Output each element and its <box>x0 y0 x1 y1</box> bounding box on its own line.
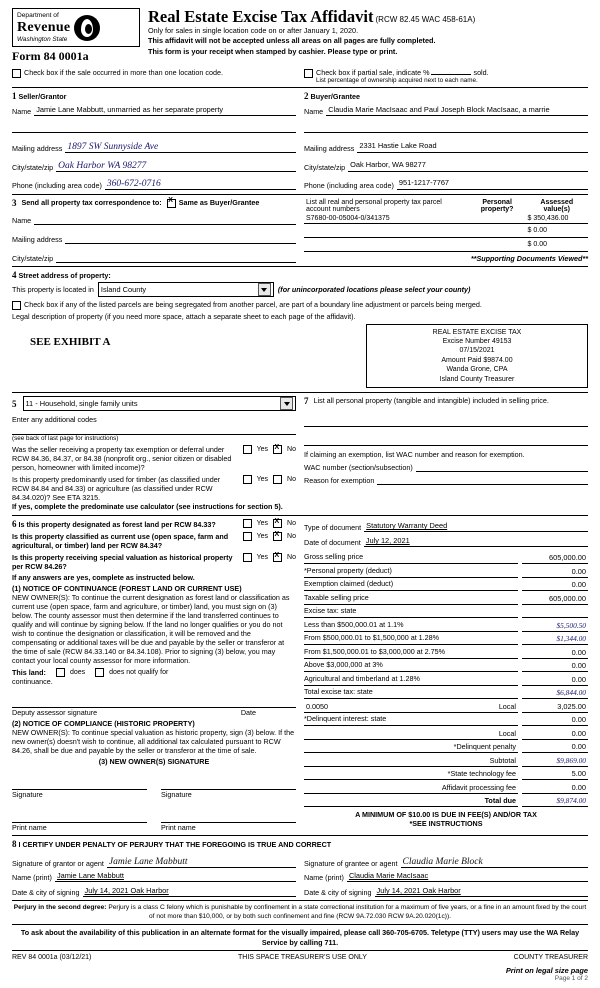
legal-desc-label: Legal description of property (if you need more space, attach a separate sheet to each page of the affidavit). <box>12 311 356 321</box>
exemption-claimed-value[interactable]: 0.00 <box>522 579 588 591</box>
buyer-phone-value: 951-1217-7767 <box>398 178 450 188</box>
segregated-label: Check box if any of the listed parcels are being segregated from another parcel, are part of a boundary line adjustment or parcels being merged. <box>24 300 482 310</box>
personal-property-field-2[interactable] <box>304 433 588 446</box>
table-row <box>304 238 588 252</box>
segregated-checkbox[interactable] <box>12 301 21 310</box>
same-as-buyer-label: Same as Buyer/Grantee <box>178 198 260 208</box>
printname-label-1: Print name <box>12 823 47 833</box>
partial-sale-label: Check box if partial sale, indicate % <box>316 68 430 78</box>
section5-number: 5 <box>12 398 17 409</box>
continuance-heading: (1) NOTICE OF CONTINUANCE (FOREST LAND OR CURRENT USE) <box>12 584 242 594</box>
personal-check-1[interactable] <box>469 224 526 238</box>
header-line-3: This form is your receipt when stamped by cashier. Please type or print. <box>148 46 398 56</box>
wac-label: WAC number (section/subsection) <box>304 463 413 473</box>
personal-property-deduct-label: *Personal property (deduct) <box>304 566 518 578</box>
state-tech-fee-value[interactable]: 5.00 <box>522 768 588 780</box>
partial-sale-tail: sold. <box>473 68 489 78</box>
seller-citystate-field[interactable] <box>56 157 296 172</box>
form-number: Form 84 0001a <box>12 49 89 64</box>
excise-tax-state-value[interactable] <box>522 606 588 618</box>
multiple-location-checkbox-row[interactable] <box>12 68 296 78</box>
parcel-header: List all real and personal property tax parcel account numbers <box>306 199 442 214</box>
delinquent-interest-state-label: *Delinquent interest: state <box>304 714 518 726</box>
perjury-text: Perjury is a class C felony which is punishable by confinement in a state correctional institution for a maximum of five years, or a fine in an amount fixed by the court of not more than $10,000, or by both such confinement and fine (RCW 9A.72.030 RCW 9A.20.020(1c)). <box>108 904 587 920</box>
delinquent-interest-state-value[interactable]: 0.00 <box>522 714 588 726</box>
revenue-label: Revenue <box>17 19 71 35</box>
department-label: Department of <box>17 12 59 19</box>
personal-property-field-1[interactable] <box>304 414 588 427</box>
yes-label-2: Yes <box>256 476 269 484</box>
tier4-value[interactable]: 0.00 <box>522 660 588 672</box>
personal-property-section <box>304 396 588 511</box>
processing-fee-value[interactable]: 0.00 <box>522 782 588 794</box>
local-rate-row <box>304 701 518 713</box>
perjury-note <box>12 904 588 921</box>
new-owner-signature-heading: (3) NEW OWNER(S) SIGNATURE <box>98 757 210 767</box>
yes-label: Yes <box>256 446 269 454</box>
gross-price-value[interactable]: 605,000.00 <box>522 552 588 564</box>
seller-phone-label: Phone (including area code) <box>12 181 102 191</box>
table-row <box>304 224 588 238</box>
use-code-value: 11 - Household, single family units <box>25 399 138 409</box>
section6-number: 6 <box>12 519 17 530</box>
buyer-name-value: Claudia Marie MacIsaac and Paul Joseph Block MacIsaac, a marrie <box>328 105 550 115</box>
excise-tax-state-label: Excise tax: state <box>304 606 518 618</box>
doc-type-label: Type of document <box>304 523 362 533</box>
reason-field[interactable] <box>377 474 588 485</box>
availability-note: To ask about the availability of this publication in an alternate format for the visually impaired, please call 360-705-6705. Teletype (TTY) users may use the WA Relay Service by calling 711. <box>20 928 580 947</box>
county-select[interactable] <box>98 282 274 297</box>
tier3-label: From $1,500,000.01 to $3,000,000 at 2.75% <box>304 647 518 659</box>
q6-2-no-checkbox[interactable] <box>273 532 282 541</box>
new-owner-printname-2[interactable] <box>161 807 296 823</box>
land-does-not-checkbox[interactable] <box>95 668 104 677</box>
seller-mailing-field[interactable] <box>65 138 296 153</box>
tax-calculation-section <box>304 519 588 832</box>
section4-number: 4 <box>12 270 17 281</box>
multiple-location-label: Check box if the sale occurred in more than one location code. <box>24 68 223 78</box>
tier2-label: From $500,000.01 to $1,500,000 at 1.28% <box>304 633 518 645</box>
parcel-value-2[interactable] <box>304 238 469 252</box>
legal-desc-value: SEE EXHIBIT A <box>30 335 111 348</box>
stamp-line-0: REAL ESTATE EXCISE TAX <box>432 328 522 336</box>
grantee-date-value: July 14, 2021 Oak Harbor <box>376 886 461 896</box>
corr-name-label: Name <box>12 216 32 226</box>
agency-logo <box>12 8 140 47</box>
no-label-5: No <box>287 554 296 562</box>
tier4-label: Above $3,000,000 at 3% <box>304 660 518 672</box>
local-rate: 0.0050 <box>306 701 328 711</box>
does-label: does <box>69 669 86 677</box>
grantor-date-value: July 14, 2021 Oak Harbor <box>84 886 169 896</box>
grantor-printname-field[interactable] <box>55 870 296 882</box>
header-line-1: Only for sales in single location code on or after January 1, 2020. <box>148 26 359 36</box>
delinquent-penalty-value[interactable]: 0.00 <box>522 741 588 753</box>
corr-name-field[interactable] <box>34 212 296 225</box>
stamp-line-3: Amount Paid $9874.00 <box>441 356 513 364</box>
new-owner-signature-1[interactable] <box>12 774 147 790</box>
buyer-phone-field[interactable] <box>397 176 588 190</box>
grantee-date-field[interactable] <box>375 884 588 897</box>
grantor-date-label: Date & city of signing <box>12 888 80 898</box>
seller-name-field-2[interactable] <box>12 120 296 133</box>
yes-label-4: Yes <box>256 533 269 541</box>
q6-3-no-checkbox[interactable] <box>273 553 282 562</box>
q6-3-yes-checkbox[interactable] <box>243 553 252 562</box>
partial-sale-note: List percentage of ownership acquired next to each name. <box>316 77 478 85</box>
no-label-4: No <box>287 533 296 541</box>
section8-number: 8 <box>12 839 17 850</box>
q6-1-label: Is this property designated as forest land per RCW 84.33? <box>18 520 216 530</box>
buyer-citystate-field[interactable] <box>348 157 588 172</box>
correspondence-section <box>12 198 296 263</box>
buyer-mailing-label: Mailing address <box>304 144 355 154</box>
q6-2-answer[interactable] <box>243 532 296 541</box>
additional-codes-label: Enter any additional codes <box>12 415 97 425</box>
county-treasurer-label: COUNTY TREASURER <box>513 954 588 961</box>
buyer-name-field[interactable] <box>326 103 588 116</box>
table-row <box>304 214 588 224</box>
grantor-printname-value: Jamie Lane Mabbutt <box>56 871 124 881</box>
grantee-printname-label: Name (print) <box>304 873 344 883</box>
doc-date-value: July 12, 2021 <box>365 536 410 546</box>
page-number: Page 1 of 2 <box>554 975 588 982</box>
section3-title: Send all property tax correspondence to: <box>21 198 162 208</box>
buyer-citystate-value: Oak Harbor, WA 98277 <box>350 160 426 170</box>
grantor-printname-label: Name (print) <box>12 873 52 883</box>
no-label-2: No <box>287 476 296 484</box>
subtotal-label: Subtotal <box>489 755 516 765</box>
gross-price-label: Gross selling price <box>304 552 518 564</box>
deputy-date-label: Date <box>240 708 256 718</box>
buyer-phone-label: Phone (including area code) <box>304 181 394 191</box>
tier2-value[interactable]: $1,344.00 <box>522 633 588 645</box>
corr-citystate-label: City/state/zip <box>12 254 54 264</box>
deputy-assessor-signature-field[interactable] <box>12 692 296 708</box>
seller-name-field[interactable] <box>34 103 296 116</box>
forest-land-section <box>12 519 296 832</box>
delinquent-penalty-label: *Delinquent penalty <box>453 742 516 752</box>
state-label: Washington State <box>17 35 68 43</box>
parcel-table-section <box>304 198 588 263</box>
seller-citystate-value: Oak Harbor WA 98277 <box>58 161 147 172</box>
subtotal-value[interactable]: $9,869.00 <box>522 755 588 767</box>
multiple-location-checkbox[interactable] <box>12 69 21 78</box>
section7-title: List all personal property (tangible and intangible) included in selling price. <box>313 396 549 406</box>
parcel-table <box>304 198 588 252</box>
q6-1-answer[interactable] <box>243 519 296 528</box>
grantee-signature-field[interactable] <box>401 852 588 868</box>
additional-codes-note: (see back of last page for instructions) <box>12 435 119 443</box>
grantee-sig-label: Signature of grantee or agent <box>304 859 398 869</box>
q5-1-no-checkbox[interactable] <box>273 445 282 454</box>
no-label-3: No <box>287 520 296 528</box>
wac-field[interactable] <box>416 461 588 472</box>
assessed-value-2[interactable]: $ 0.00 <box>526 238 588 252</box>
grantor-sig-label: Signature of grantor or agent <box>12 859 104 869</box>
seller-title: Seller/Grantor <box>18 92 67 102</box>
q6-2-label: Is this property classified as current use (open space, farm and agricultural, or timber) land per RCW 84.34? <box>12 532 229 551</box>
partial-sale-checkbox[interactable] <box>304 69 313 78</box>
q5-2-yes-checkbox[interactable] <box>243 475 252 484</box>
land-does-checkbox[interactable] <box>56 668 65 677</box>
chevron-down-icon[interactable] <box>280 397 293 410</box>
property-section <box>12 270 588 388</box>
signature-label-2: Signature <box>161 790 192 800</box>
personal-property-deduct-value[interactable]: 0.00 <box>522 566 588 578</box>
q6-3-answer[interactable] <box>243 553 296 562</box>
doc-date-label: Date of document <box>304 538 361 548</box>
q6-4-note: If any answers are yes, complete as instructed below. <box>12 573 195 583</box>
continuance-paragraph: NEW OWNER(S): To continue the current designation as forest land or classification as current use (open space, farm and agriculture, or timber) land, you must sign on (3) below. The county assessor must then determine if the land transferred continues to qualify and will continue by signing below. If the land no longer qualifies or you do not wish to continue the designation or classification, it will be removed and the compensating or additional taxes will be due and payable by the seller or transferor at the time of sale (RCW 84.33.140 or 84.34.108). Prior to signing (3) below, you may contact your local county assessor for more information. <box>12 593 290 666</box>
q5-1-answer[interactable] <box>243 445 296 454</box>
buyer-name-field-2[interactable] <box>304 120 588 133</box>
exemption-note: If claiming an exemption, list WAC number and reason for exemption. <box>304 450 525 460</box>
yes-label-3: Yes <box>256 520 269 528</box>
print-note: Print on legal size page <box>505 966 588 975</box>
q5-2-answer[interactable] <box>243 475 296 484</box>
grantee-printname-value: Claudia Marie MacIsaac <box>348 871 429 881</box>
doc-date-field[interactable] <box>364 534 588 547</box>
signature-label-1: Signature <box>12 790 43 800</box>
doc-type-field[interactable] <box>364 519 588 532</box>
delinquent-local-value[interactable]: 0.00 <box>522 728 588 740</box>
parcel-value-0[interactable]: S7680-00-05004-0/341375 <box>304 214 469 224</box>
yes-label-5: Yes <box>256 554 269 562</box>
stamp-line-5: Island County Treasurer <box>439 375 515 383</box>
same-as-buyer-checkbox[interactable] <box>167 199 176 208</box>
seller-number: 1 <box>12 91 17 102</box>
grantee-printname-field[interactable] <box>347 870 588 882</box>
county-value: Island County <box>100 285 147 295</box>
buyer-section <box>304 91 588 190</box>
grantee-signature-value: Claudia Marie Block <box>402 857 483 868</box>
supporting-docs-note: **Supporting Documents Viewed** <box>470 254 588 264</box>
use-code-section <box>12 396 296 511</box>
compliance-heading: (2) NOTICE OF COMPLIANCE (HISTORIC PROPERTY) <box>12 719 195 729</box>
assessed-value-1[interactable]: $ 0.00 <box>526 224 588 238</box>
section7-number: 7 <box>304 396 309 407</box>
section4-title: Street address of property: <box>18 271 111 281</box>
use-code-select[interactable] <box>23 396 297 411</box>
certification-section <box>12 839 588 897</box>
seller-mailing-value: 1897 SW Sunnyside Ave <box>67 142 159 153</box>
q5-1-label: Was the seller receiving a property tax exemption or deferral under RCW 84.36, 84.37, or 84.38 (nonprofit org., senior citizen or disabled person, homeowner with limited income)? <box>12 445 232 473</box>
processing-fee-label: Affidavit processing fee <box>441 782 516 792</box>
seller-phone-field[interactable] <box>105 176 296 190</box>
grantee-date-label: Date & city of signing <box>304 888 372 898</box>
partial-sale-checkbox-row[interactable] <box>304 68 588 84</box>
section8-title: I CERTIFY UNDER PENALTY OF PERJURY THAT THE FOREGOING IS TRUE AND CORRECT <box>18 840 332 850</box>
parcel-value-1[interactable] <box>304 224 469 238</box>
seller-mailing-label: Mailing address <box>12 144 63 154</box>
seller-name-label: Name <box>12 107 32 117</box>
corr-mailing-field[interactable] <box>65 231 296 244</box>
corr-mailing-label: Mailing address <box>12 235 63 245</box>
buyer-mailing-value: 2331 Hastie Lake Road <box>359 141 437 151</box>
exemption-claimed-label: Exemption claimed (deduct) <box>304 579 518 591</box>
located-in-label: This property is located in <box>12 285 94 295</box>
reason-label: Reason for exemption <box>304 476 375 486</box>
perjury-bold: Perjury in the second degree: <box>13 904 107 912</box>
buyer-title: Buyer/Grantee <box>310 92 361 102</box>
q6-1-no-checkbox[interactable] <box>273 519 282 528</box>
stamp-line-1: Excise Number 49153 <box>442 337 512 345</box>
rcw-reference: (RCW 82.45 WAC 458-61A) <box>375 15 476 24</box>
local-label: Local <box>498 701 516 711</box>
no-label: No <box>287 446 296 454</box>
see-instructions-note: *SEE INSTRUCTIONS <box>409 819 483 829</box>
continuance-word: continuance. <box>12 677 53 687</box>
personal-check-2[interactable] <box>469 238 526 252</box>
q5-2b-note: If yes, complete the predominate use calculator (see instructions for section 5). <box>12 502 283 512</box>
buyer-mailing-field[interactable] <box>357 138 588 153</box>
tier3-value[interactable]: 0.00 <box>522 647 588 659</box>
tier1-label: Less than $500,000.01 at 1.1% <box>304 620 518 632</box>
revision-number: REV 84 0001a (03/12/21) <box>12 954 92 961</box>
seller-section <box>12 91 296 190</box>
delinquent-local-label: Local <box>498 728 516 738</box>
q6-2-yes-checkbox[interactable] <box>243 532 252 541</box>
total-excise-state-value[interactable]: $6,844.00 <box>522 687 588 699</box>
assessed-value-header: Assessed value(s) <box>540 199 574 214</box>
personal-check-0[interactable] <box>469 214 526 224</box>
additional-codes-field[interactable] <box>12 424 296 435</box>
form-header <box>12 8 588 64</box>
local-value[interactable]: 3,025.00 <box>522 701 588 713</box>
doc-type-value: Statutory Warranty Deed <box>366 521 448 531</box>
grantor-signature-value: Jamie Lane Mabbutt <box>108 857 188 868</box>
header-line-2: This affidavit will not be accepted unless all areas on all pages are fully completed. <box>148 36 436 46</box>
swirl-icon <box>74 15 100 41</box>
does-not-label: does not qualify for <box>109 669 169 677</box>
total-due-label: Total due <box>484 796 516 806</box>
section3-number: 3 <box>12 198 17 209</box>
state-tech-fee-label: *State technology fee <box>447 769 516 779</box>
q5-1-yes-checkbox[interactable] <box>243 445 252 454</box>
q5-2-no-checkbox[interactable] <box>273 475 282 484</box>
q6-3-label: Is this property receiving special valuation as historical property per RCW 84.26? <box>12 553 233 572</box>
grantor-date-field[interactable] <box>83 884 296 897</box>
total-due-value[interactable]: $9,874.00 <box>522 795 588 807</box>
grantor-signature-field[interactable] <box>107 852 296 868</box>
seller-citystate-label: City/state/zip <box>12 163 54 173</box>
deputy-assessor-label: Deputy assessor signature <box>12 708 98 718</box>
corr-citystate-field[interactable] <box>56 250 296 263</box>
q6-1-yes-checkbox[interactable] <box>243 519 252 528</box>
page-title: Real Estate Excise Tax Affidavit <box>148 7 374 26</box>
new-owner-printname-1[interactable] <box>12 807 147 823</box>
this-land-label: This land: <box>12 668 46 678</box>
ag-timber-value[interactable]: 0.00 <box>522 674 588 686</box>
ag-timber-label: Agricultural and timberland at 1.28% <box>304 674 518 686</box>
q5-2-label: Is this property predominantly used for timber (as classified under RCW 84.84 and 84.33) or agriculture (as classified under RCW 84.34.020)? See ETA 3215. <box>12 475 221 503</box>
minimum-due-note: A MINIMUM OF $10.00 IS DUE IN FEE(S) AND/OR TAX <box>355 810 537 820</box>
buyer-number: 2 <box>304 91 309 102</box>
stamp-line-4: Wanda Grone, CPA <box>446 366 508 374</box>
taxable-price-label: Taxable selling price <box>304 593 518 605</box>
treasurer-use-label: THIS SPACE TREASURER'S USE ONLY <box>238 954 367 961</box>
chevron-down-icon[interactable] <box>258 283 271 296</box>
printname-label-2: Print name <box>161 823 196 833</box>
treasurer-stamp <box>366 324 588 389</box>
buyer-name-label: Name <box>304 107 324 117</box>
segregated-checkbox-row[interactable] <box>12 300 588 310</box>
total-excise-state-label: Total excise tax: state <box>304 687 518 699</box>
unincorporated-note: (for unincorporated locations please select your county) <box>277 285 471 295</box>
buyer-citystate-label: City/state/zip <box>304 163 346 173</box>
tier1-value[interactable]: $5,500.50 <box>522 620 588 632</box>
compliance-paragraph: NEW OWNER(S): To continue special valuation as historic property, sign (3) below. If the new owner(s) doesn't wish to continue, all additional tax calculated pursuant to RCW 84.26, shall be due and payable by the seller or transferor at the time of sale. <box>12 728 295 756</box>
stamp-line-2: 07/15/2021 <box>459 347 495 355</box>
personal-property-header: Personal property? <box>480 199 514 214</box>
new-owner-signature-2[interactable] <box>161 774 296 790</box>
assessed-value-0[interactable]: $ 350,436.00 <box>526 214 588 224</box>
seller-phone-value: 360-672-0716 <box>106 179 161 190</box>
seller-name-value: Jamie Lane Mabbutt, unmarried as her separate property <box>36 105 224 115</box>
taxable-price-value[interactable]: 605,000.00 <box>522 593 588 605</box>
